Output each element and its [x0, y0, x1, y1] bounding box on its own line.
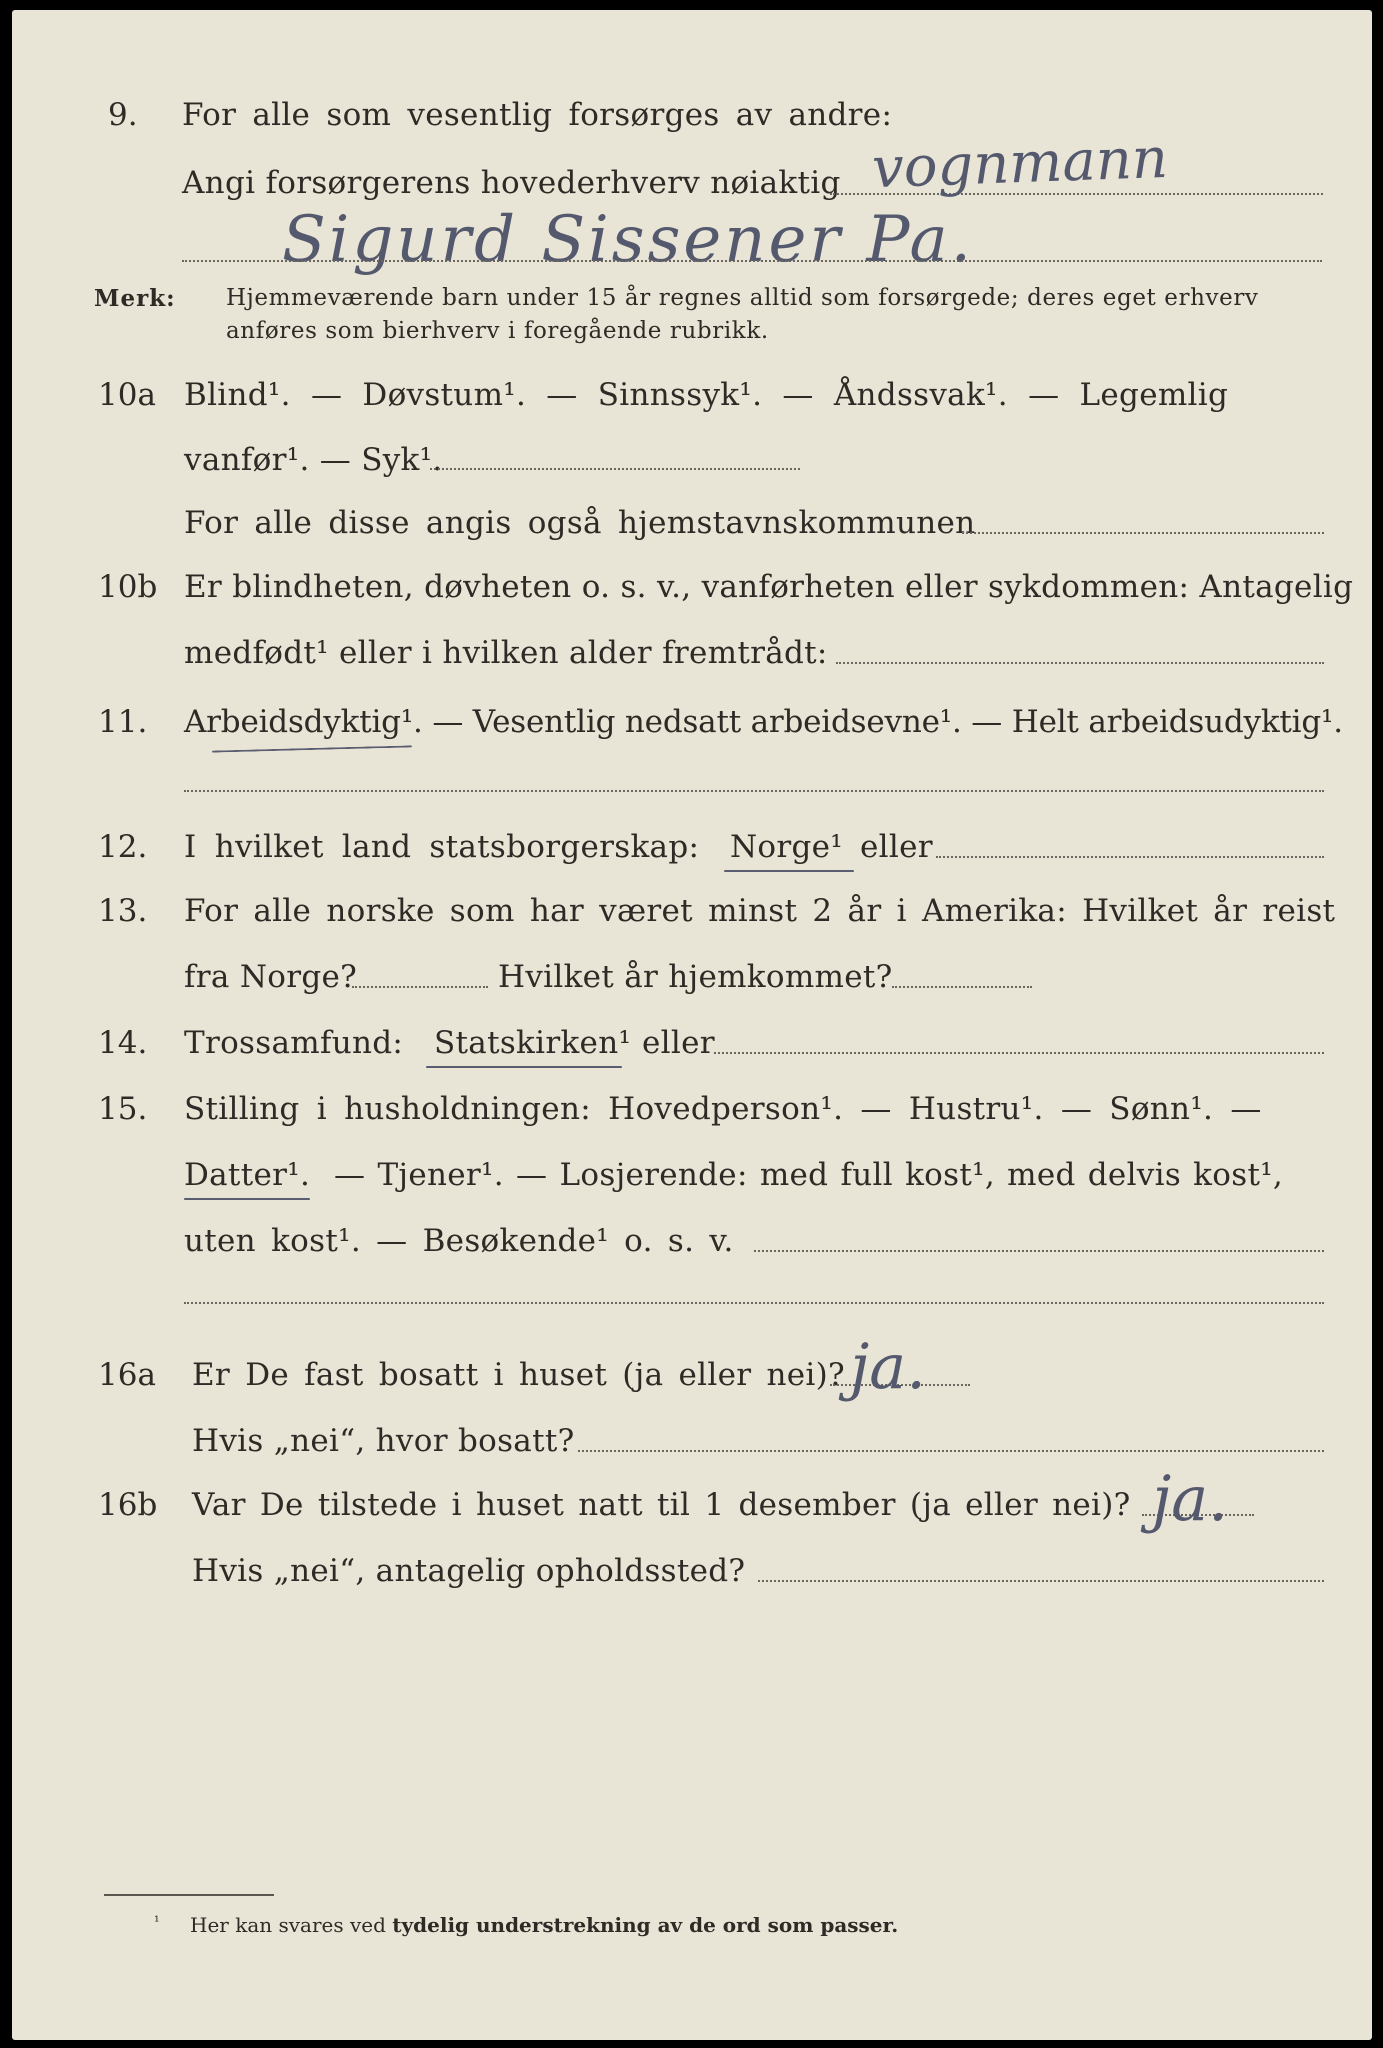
q16a-line2: Hvis „nei“, hvor bosatt?	[192, 1423, 575, 1459]
q15-line3: uten kost¹. — Besøkende¹ o. s. v.	[184, 1223, 734, 1259]
q13-answer-line2	[892, 986, 1032, 988]
q13-line1: For alle norske som har været minst 2 år i Amerika: Hvilket år reist	[184, 893, 1336, 929]
footnote-mark: ¹	[154, 1914, 160, 1930]
q9-line1: For alle som vesentlig forsørges av andre:	[182, 97, 893, 133]
q9-line2: Angi forsørgerens hovederhverv nøiaktig	[182, 165, 841, 201]
q13-answer-line1	[352, 986, 488, 988]
footnote-text-a: Her kan svares ved	[190, 1913, 386, 1937]
q10b-answer-line	[836, 662, 1324, 664]
q14-statskirken: Statskirken¹	[434, 1025, 632, 1061]
q12-norge: Norge¹	[730, 829, 844, 865]
q16b-line2: Hvis „nei“, antagelig opholdssted?	[192, 1553, 746, 1589]
q15-number: 15.	[98, 1091, 148, 1127]
q16b-number: 16b	[98, 1487, 158, 1523]
q14-number: 14.	[98, 1025, 148, 1061]
q13-line2b: Hvilket år hjemkommet?	[498, 959, 893, 995]
q10a-line2: vanfør¹. — Syk¹.	[184, 442, 443, 478]
q12-text: I hvilket land statsborgerskap:	[184, 829, 700, 865]
q10a-line1: Blind¹. — Døvstum¹. — Sinnssyk¹. — Åndssvak¹. — Legemlig	[184, 377, 1229, 413]
q9-handwritten-provider: Sigurd Sissener Pa.	[282, 203, 974, 277]
q11-number: 11.	[98, 704, 148, 740]
q14-eller: eller	[642, 1025, 715, 1061]
q12-number: 12.	[98, 829, 148, 865]
merk-line2: anføres som bierhverv i foregående rubrikk.	[226, 318, 769, 344]
q16a-handwritten-answer: ja.	[850, 1330, 926, 1403]
q10b-number: 10b	[98, 569, 158, 605]
q9-handwritten-occupation: vognmann	[870, 125, 1169, 202]
q14-answer-line	[714, 1052, 1324, 1054]
merk-label: Merk:	[94, 285, 176, 312]
q15-answer-line1	[754, 1250, 1324, 1252]
footnote-text	[190, 1915, 898, 1935]
q11-line1: Arbeidsdyktig¹. — Vesentlig nedsatt arbeidsevne¹. — Helt arbeidsudyktig¹.	[184, 704, 1343, 740]
q16b-line1: Var De tilstede i huset natt til 1 desember (ja eller nei)?	[192, 1487, 1131, 1523]
q12-underline-norge	[724, 870, 854, 872]
q16a-answer-line2	[578, 1450, 1324, 1452]
q9-number: 9.	[108, 97, 138, 133]
q16b-handwritten-answer: ja.	[1152, 1462, 1228, 1535]
q14-text: Trossamfund:	[184, 1025, 404, 1061]
q10a-line3: For alle disse angis også hjemstavnskommunen	[184, 505, 976, 541]
q14-underline-statskirken	[426, 1066, 622, 1068]
q15-answer-line2	[184, 1302, 1324, 1304]
q15-line1: Stilling i husholdningen: Hovedperson¹. — Hustru¹. — Sønn¹. —	[184, 1091, 1262, 1127]
q10b-line2: medfødt¹ eller i hvilken alder fremtrådt:	[184, 635, 828, 671]
q11-underline-arbeidsdyktig	[212, 745, 412, 752]
q10a-number: 10a	[98, 377, 156, 413]
q16b-answer-line2	[758, 1580, 1324, 1582]
q10a-answer-line2	[962, 532, 1324, 534]
merk-line1: Hjemmeværende barn under 15 år regnes alltid som forsørgede; deres eget erhverv	[226, 285, 1259, 311]
footnote-rule	[104, 1894, 274, 1896]
q9-answer-line2	[182, 260, 1322, 262]
q11-answer-line	[184, 790, 1324, 792]
q12-eller: eller	[860, 829, 933, 865]
census-form-page	[12, 10, 1372, 2040]
footnote-text-b: tydelig understrekning av de ord som passer.	[392, 1913, 899, 1937]
q13-line2a: fra Norge?	[184, 959, 358, 995]
q15-underline-datter	[184, 1198, 310, 1200]
q16a-number: 16a	[98, 1357, 156, 1393]
q13-number: 13.	[98, 893, 148, 929]
q10a-answer-line1	[430, 468, 800, 470]
q12-answer-line	[936, 856, 1324, 858]
q15-datter: Datter¹.	[184, 1157, 311, 1193]
q10b-line1: Er blindheten, døvheten o. s. v., vanførheten eller sykdommen: Antagelig	[184, 569, 1354, 605]
q15-line2: — Tjener¹. — Losjerende: med full kost¹, med delvis kost¹,	[334, 1157, 1284, 1193]
q16a-line1: Er De fast bosatt i huset (ja eller nei)?	[192, 1357, 845, 1393]
